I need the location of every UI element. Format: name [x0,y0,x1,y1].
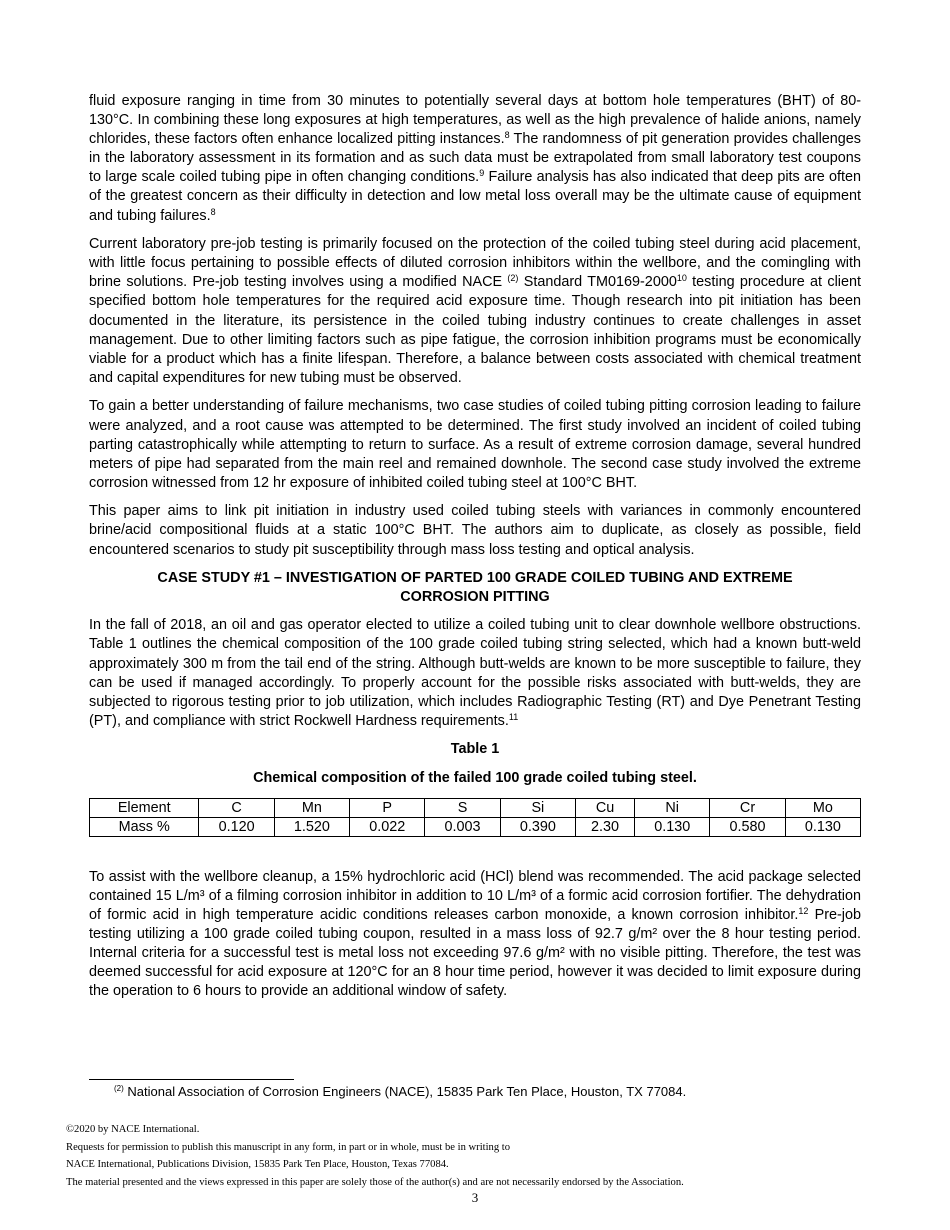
paragraph-text: Standard TM0169-2000 [518,274,677,291]
citation-ref: 8 [504,130,510,141]
footnote-text: National Association of Corrosion Engineers (NACE), 15835 Park Ten Place, Houston, TX 77084. [123,1084,687,1099]
paragraph-text: fluid exposure ranging in time from 30 minutes to potentially several days at bottom hole temperatures (BHT) of 80-130°C. In combining these long exposures at high temperatures, as well as the high prevalence of halide anions, namely chlorides, these factors often enhance localized pitting instances. [89,93,861,148]
citation-ref: 11 [508,711,519,722]
table-cell: P [350,798,425,817]
table-row [90,817,861,836]
table-label: Table 1 [450,741,500,758]
table-cell: 0.130 [635,817,710,836]
paragraph-case-studies: To gain a better understanding of failure mechanisms, two case studies of coiled tubing pitting corrosion leading to failure were analyzed, and a root cause was attempted to be determined. The first study involved an incident of coiled tubing parting catastrophically while attempting to return to surface. As a result of extreme corrosion damage, several hundred meters of pipe had separated from the main reel and remained downhole. The second case study involved the extreme corrosion witnessed from 12 hr exposure of inhibited coiled tubing steel at 100°C BHT. [89,398,861,491]
section-heading-line: CASE STUDY #1 – INVESTIGATION OF PARTED 100 GRADE COILED TUBING AND EXTREME [157,570,793,587]
section-heading-line: CORROSION PITTING [400,589,550,606]
table-cell: Si [500,798,575,817]
paragraph-text: Failure analysis has also indicated that deep pits are often of the greatest concern as their difficulty in detection and low metal loss overall may be the ultimate cause of equipment and tubing failures. [89,169,861,224]
paragraph-paper-aims: This paper aims to link pit initiation in industry used coiled tubing steels with variances in commonly encountered brine/acid compositional fluids at a static 100°C BHT. The authors aim to duplicate, as closely as possible, field encountered scenarios to study pit susceptibility through mass loss testing and optical analysis. [89,503,861,558]
table-cell: Mass % [90,817,199,836]
section-heading-case-study-1 [89,569,861,607]
table-cell: 0.120 [199,817,274,836]
table-cell: Mo [785,798,860,817]
paragraph-text: In the fall of 2018, an oil and gas operator elected to utilize a coiled tubing unit to clear downhole wellbore obstructions. Table 1 outlines the chemical composition of the 100 grade coiled tubing string selected, which had a known butt-weld approximately 300 m from the tail end of the string. Although butt-welds are known to be more susceptible to failure, they can be used if managed accordingly. To properly account for the possible risks associated with butt-welds, they are subjected to rigorous testing prior to job utilization, which includes Radiographic Testing (RT) and Dye Penetrant Testing (PT), and compliance with strict Rockwell Hardness requirements. [89,617,861,729]
table-cell: Cr [710,798,785,817]
table-cell: Cu [576,798,635,817]
paragraph-fall-2018 [89,616,861,731]
paragraph-text: testing procedure at client specified bottom hole temperatures for the required acid exposure time. Though research into pit initiation has been documented in the literature, its persistence in the coiled tubing industry continues to create challenges in asset management. Due to other limiting factors such as pipe fatigue, the corrosion inhibition programs must be economically viable for a product which has a finite lifespan. Therefore, a balance between costs associated with chemical treatment and capital expenditures for new tubing must be observed. [89,274,861,386]
footnote-divider [89,1079,294,1080]
table-cell: 0.580 [710,817,785,836]
table-cell: C [199,798,274,817]
page-number: 3 [471,1190,479,1205]
footnote-ref: (2) [507,273,519,284]
paragraph-wellbore-cleanup [89,868,861,1002]
table-caption: Chemical composition of the failed 100 grade coiled tubing steel. [253,770,697,786]
paragraph-pitting-exposure [89,92,861,226]
table-cell: 0.130 [785,817,860,836]
table-cell: 0.022 [350,817,425,836]
copyright-line: Requests for permission to publish this manuscript in any form, in part or in whole, must be in writing to [66,1141,511,1153]
table-cell: 0.003 [425,817,500,836]
citation-ref: 12 [798,905,809,916]
table-cell: S [425,798,500,817]
citation-ref: 8 [210,206,216,217]
table-cell: 1.520 [274,817,349,836]
paragraph-text: The randomness of pit generation provides challenges in the laboratory assessment in its formation and as such data must be extrapolated from small laboratory test coupons to large scale coiled tubing pipe in often changing conditions. [89,131,861,186]
page-body [89,92,861,1011]
table-cell: Ni [635,798,710,817]
footnote [114,1084,686,1099]
footnote-mark: (2) [114,1084,124,1093]
citation-ref: 10 [676,273,687,284]
copyright-notice [66,1121,684,1191]
citation-ref: 9 [479,168,485,179]
copyright-line: The material presented and the views expressed in this paper are solely those of the author(s) and are not necessarily endorsed by the Association. [66,1176,684,1188]
paragraph-lab-testing [89,235,861,388]
copyright-line: ©2020 by NACE International. [66,1124,200,1135]
copyright-line: NACE International, Publications Division, 15835 Park Ten Place, Houston, Texas 77084. [66,1159,449,1170]
paragraph-text: Current laboratory pre-job testing is primarily focused on the protection of the coiled tubing steel during acid placement, with little focus pertaining to possible effects of diluted corrosion inhibitors within the wellbore, and the comingling with brine solutions. Pre-job testing involves using a modified NACE [89,236,861,291]
chemical-composition-table [89,798,861,837]
table-header-row [90,798,861,817]
table-cell: Mn [274,798,349,817]
table-cell: 2.30 [576,817,635,836]
table-cell: 0.390 [500,817,575,836]
table-cell: Element [90,798,199,817]
paragraph-text: Pre-job testing utilizing a 100 grade coiled tubing coupon, resulted in a mass loss of 92.7 g/m² over the 8 hour testing period. Internal criteria for a successful test is metal loss not exceeding 97.6 g/m² with no visible pitting. Therefore, the test was deemed successful for acid exposure at 120°C for an 8 hour time period, however it was decided to limit exposure during the operation to 6 hours to provide an additional window of safety. [89,906,861,1000]
paragraph-text: To assist with the wellbore cleanup, a 15% hydrochloric acid (HCl) blend was recommended. The acid package selected contained 15 L/m³ of a filming corrosion inhibitor in addition to 10 L/m³ of a formic acid corrosion fortifier. The dehydration of formic acid in high temperature acidic conditions releases carbon monoxide, a known corrosion inhibitor. [89,868,861,923]
